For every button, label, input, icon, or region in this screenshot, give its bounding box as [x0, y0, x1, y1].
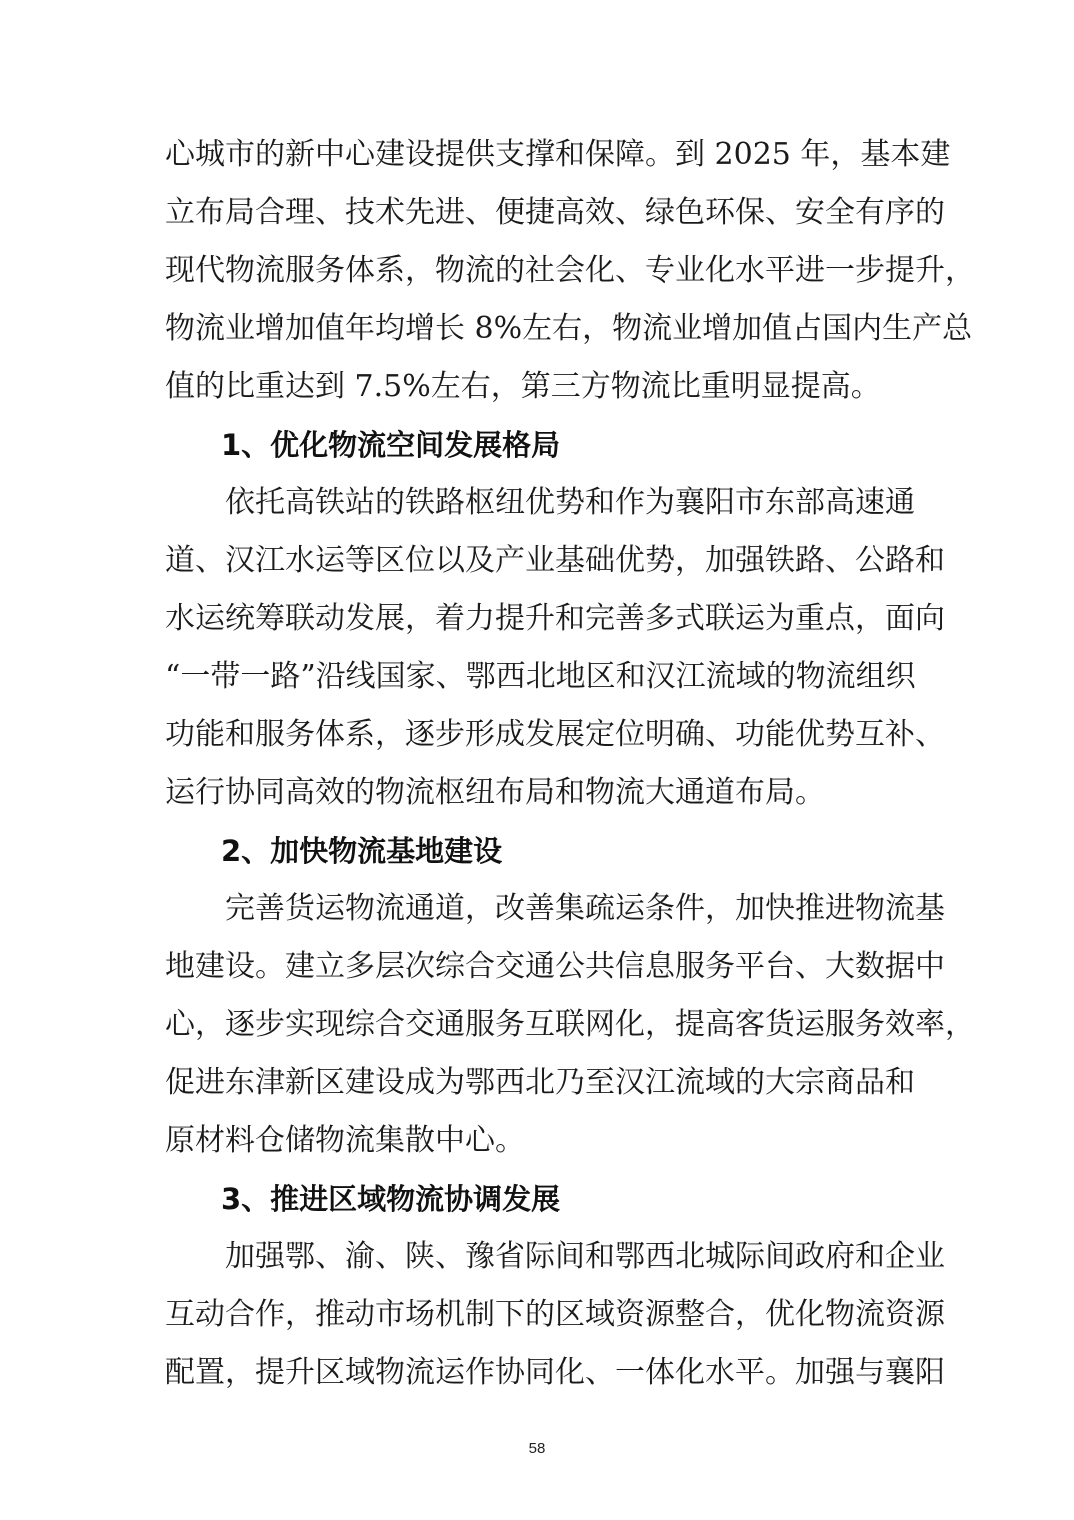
page-number: 58 — [528, 1440, 546, 1457]
paragraph-line: 心，逐步实现综合交通服务互联网化，提高客货运服务效率， — [165, 1007, 975, 1042]
paragraph-continuation — [165, 126, 975, 416]
section-3-paragraph — [165, 1228, 945, 1402]
paragraph-line: 依托高铁站的铁路枢纽优势和作为襄阳市东部高速通 — [225, 485, 915, 520]
paragraph-line: 互动合作，推动市场机制下的区域资源整合，优化物流资源 — [165, 1297, 945, 1332]
section-2-paragraph — [165, 880, 975, 1170]
paragraph-line: “一带一路”沿线国家、鄂西北地区和汉江流域的物流组织 — [165, 659, 916, 694]
paragraph-line: 地建设。建立多层次综合交通公共信息服务平台、大数据中 — [165, 949, 945, 984]
page-body — [165, 126, 975, 1402]
paragraph-line: 促进东津新区建设成为鄂西北乃至汉江流域的大宗商品和 — [165, 1065, 915, 1100]
paragraph-line: 值的比重达到 7.5%左右，第三方物流比重明显提高。 — [165, 369, 881, 404]
paragraph-line: 现代物流服务体系，物流的社会化、专业化水平进一步提升， — [165, 253, 975, 288]
paragraph-line: 道、汉江水运等区位以及产业基础优势，加强铁路、公路和 — [165, 543, 945, 578]
paragraph-line: 加强鄂、渝、陕、豫省际间和鄂西北城际间政府和企业 — [225, 1239, 945, 1274]
paragraph-line: 原材料仓储物流集散中心。 — [165, 1123, 525, 1158]
paragraph-line: 配置，提升区域物流运作协同化、一体化水平。加强与襄阳 — [165, 1355, 945, 1390]
section-heading-3: 3、推进区域物流协调发展 — [221, 1182, 561, 1216]
paragraph-line: 运行协同高效的物流枢纽布局和物流大通道布局。 — [165, 775, 825, 810]
paragraph-line: 物流业增加值年均增长 8%左右，物流业增加值占国内生产总 — [165, 311, 973, 346]
paragraph-line: 完善货运物流通道，改善集疏运条件，加快推进物流基 — [225, 891, 945, 926]
paragraph-line: 水运统筹联动发展，着力提升和完善多式联运为重点，面向 — [165, 601, 945, 636]
paragraph-line: 立布局合理、技术先进、便捷高效、绿色环保、安全有序的 — [165, 195, 945, 230]
section-heading-1: 1、优化物流空间发展格局 — [221, 428, 561, 462]
paragraph-line: 功能和服务体系，逐步形成发展定位明确、功能优势互补、 — [165, 717, 945, 752]
section-heading-2: 2、加快物流基地建设 — [221, 834, 503, 868]
section-1-paragraph — [165, 474, 945, 822]
paragraph-line: 心城市的新中心建设提供支撑和保障。到 2025 年，基本建 — [165, 137, 951, 172]
